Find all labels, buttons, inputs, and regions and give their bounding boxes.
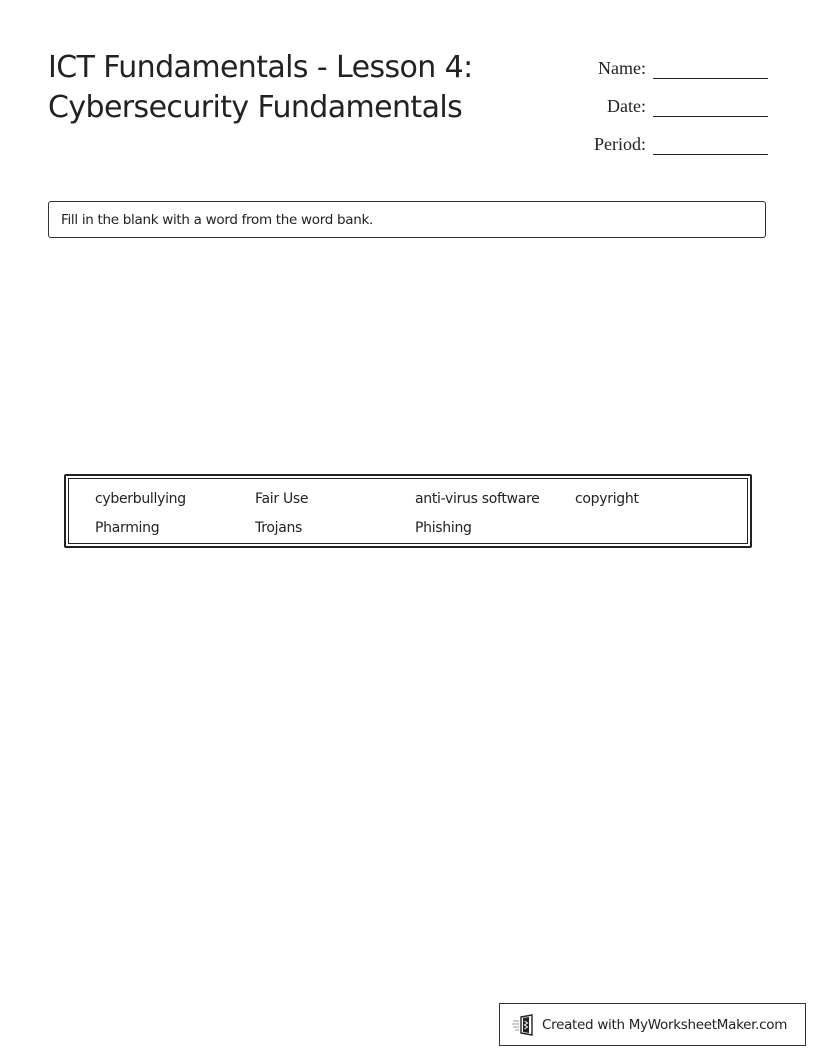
created-with-badge[interactable] — [499, 1003, 806, 1046]
date-blank-line[interactable] — [653, 116, 768, 117]
word-bank-inner-border — [68, 478, 748, 544]
footer-text: Created with MyWorksheetMaker.com — [542, 1016, 788, 1033]
instructions-box — [48, 201, 766, 238]
instructions-text: Fill in the blank with a word from the word bank. — [61, 211, 374, 228]
period-label: Period: — [594, 134, 646, 154]
word-bank-item: Pharming — [95, 520, 160, 536]
word-bank — [64, 474, 752, 548]
title-line-1: ICT Fundamentals - Lesson 4: — [48, 50, 473, 85]
word-bank-item: Fair Use — [255, 491, 309, 507]
title-line-2: Cybersecurity Fundamentals — [48, 90, 463, 125]
worksheet-maker-logo-icon — [512, 1014, 536, 1036]
word-bank-grid — [95, 485, 747, 543]
word-bank-item: Trojans — [255, 520, 303, 536]
date-label: Date: — [607, 96, 646, 116]
student-info-fields — [594, 50, 768, 164]
name-blank-line[interactable] — [653, 78, 768, 79]
name-field — [594, 50, 768, 88]
word-bank-item: Phishing — [415, 520, 472, 536]
name-label: Name: — [598, 58, 646, 78]
word-bank-item: copyright — [575, 491, 639, 507]
period-field — [594, 126, 768, 164]
period-blank-line[interactable] — [653, 154, 768, 155]
word-bank-item: anti-virus software — [415, 491, 540, 507]
date-field — [594, 88, 768, 126]
worksheet-title — [48, 48, 568, 128]
word-bank-item: cyberbullying — [95, 491, 186, 507]
